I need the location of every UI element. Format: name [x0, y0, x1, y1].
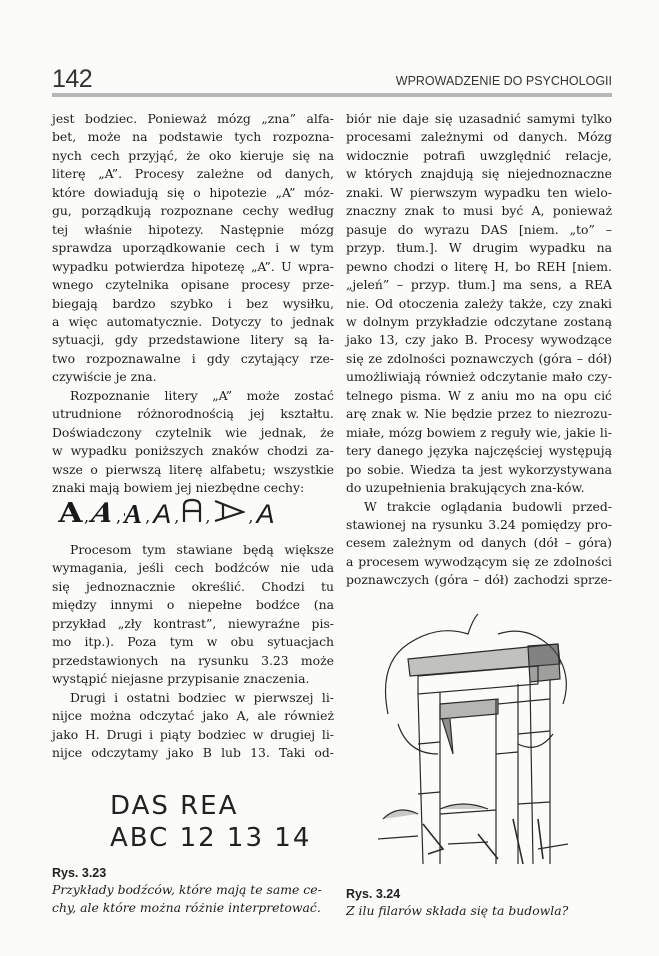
paragraph: [346, 498, 612, 590]
figure-label: Rys. 3.23: [52, 866, 107, 880]
figure-label: Rys. 3.24: [346, 887, 401, 901]
text-line: w których znajdują się niejednoznaczne: [346, 166, 612, 182]
text-line: widocznie potrafi uwzględnić relacje,: [346, 147, 612, 163]
right-column: [346, 110, 612, 590]
text-line: gu, porządkują rozpoznane cechy według: [52, 203, 334, 219]
text-line: wypadku potwierdza hipotezę „A”. U wpra-: [52, 258, 334, 274]
letter-a-sideways: [213, 497, 245, 531]
text-line: znaki mają bowiem jej niezbędne cechy:: [52, 480, 305, 496]
text-line: miałe, mózg bowiem z reguły wie, jakie li-: [346, 424, 612, 440]
text-line: a więc automatycznie. Dotyczy to jednak: [52, 313, 334, 329]
text-line: znaki. W pierwszym wypadku ten wielo-: [346, 184, 612, 200]
text-line: między innymi o niepełne bodźce (na: [52, 597, 334, 613]
paragraph: [52, 541, 334, 689]
letter-a-blackletter: A: [124, 499, 143, 529]
separator: ,: [145, 507, 151, 526]
text-line: „jeleń” – przyp. tłum.] ma sens, a REA: [346, 277, 612, 293]
text-line: W trakcie oglądania budowli przed-: [364, 498, 612, 514]
book-title: WPROWADZENIE DO PSYCHOLOGII: [395, 74, 612, 88]
letter-a-square: [182, 497, 202, 531]
paragraph: [346, 110, 612, 498]
text-line: Rozpoznanie litery „A” może zostać: [70, 387, 334, 403]
figure-caption-text: [346, 902, 612, 920]
text-line: nijce można odczytać jako A, ale również: [52, 708, 334, 724]
separator: ,: [174, 507, 180, 526]
text-line: sprawdza uporządkowanie cech i w tym: [52, 240, 334, 256]
building-pillars-illustration: [378, 604, 573, 874]
figure-3-23-caption: [52, 865, 334, 917]
running-head: [52, 66, 612, 92]
figure-3-23-stimuli: [110, 790, 310, 854]
left-column-continued: [52, 541, 334, 762]
text-line: nych cech przyjąć, że oko kieruje się na: [52, 147, 334, 163]
separator: ,: [205, 507, 211, 526]
paragraph: [52, 110, 334, 387]
text-line: stawionej na rysunku 3.24 pomiędzy pro-: [346, 516, 612, 532]
letter-a-variants: [60, 497, 330, 531]
text-line: się ze zdolności poznawczych (góra – dół): [346, 350, 612, 366]
text-line: wymagania, jeśli cech bodźców nie uda: [52, 560, 334, 576]
separator: ,: [248, 507, 254, 526]
letter-a-bold-serif: A: [58, 498, 83, 529]
text-line: jako H. Drugi i piąty bodziec w drugiej li-: [52, 726, 334, 742]
text-line: czywiście je zna.: [52, 369, 157, 385]
text-line: biegają bardzo szybko i bez wysiłku,: [52, 295, 334, 311]
stimulus-line-1: DAS REA: [110, 791, 239, 821]
text-line: przyp. tłum.]. W drugim wypadku na: [346, 240, 612, 256]
text-line: pasuje do wyrazu DAS [niem. „to” –: [346, 221, 612, 237]
text-line: two rozpoznawalne i gdy czytający rze-: [52, 350, 334, 366]
text-line: które dowiadują się o hipotezie „A” móz-: [52, 184, 334, 200]
text-line: znaczny znak to musi być A, ponieważ: [346, 203, 612, 219]
text-line: wnego czytelnika opisane procesy prze-: [52, 277, 334, 293]
text-line: procesami zależnymi od danych. Mózg: [346, 129, 612, 145]
stimulus-line-2: ABC 12 13 14: [110, 823, 312, 853]
text-line: poznawczych (góra – dół) zachodzi sprze-: [346, 572, 612, 588]
text-line: nijce odczytamy jako B lub 13. Taki od-: [52, 744, 334, 760]
header-rule: [52, 93, 612, 97]
figure-3-24-caption: [346, 886, 612, 920]
text-line: przedstawionych na rysunku 3.23 może: [52, 652, 334, 668]
text-line: cesem zależnym od danych (dół – góra): [346, 535, 612, 551]
text-line: sytuacji, gdy przedstawione litery są ła-: [52, 332, 334, 348]
text-line: bet, może na podstawie tych rozpozna-: [52, 129, 334, 145]
text-line: po sobie. Wiedza ta jest wykorzystywana: [346, 461, 612, 477]
text-line: mo itp.). Poza tym w obu sytuacjach: [52, 634, 334, 650]
paragraph: [52, 387, 334, 498]
letter-a-sans-italic: A: [153, 499, 172, 529]
page-number: 142: [52, 65, 93, 93]
caption-line: chy, ale które można różnie interpretować.: [52, 900, 321, 915]
text-line: jest bodziec. Ponieważ mózg „zna” alfa-: [52, 111, 334, 126]
separator: ,: [116, 507, 122, 526]
caption-line: Z ilu filarów składa się ta budowla?: [346, 903, 569, 918]
text-line: utrudnione różnorodnością jej kształtu.: [52, 406, 334, 422]
text-line: arę znak w. Nie będzie przez to niezrozu-: [346, 406, 612, 422]
text-line: w dolnym przykładzie odczytane zostaną: [346, 313, 612, 329]
text-line: nie. Od otoczenia zależy także, czy znaki: [346, 295, 612, 311]
text-line: przykład „zły kontrast”, niewyraźne pis-: [52, 615, 334, 631]
text-line: umożliwiają również odczytanie mało czy-: [346, 369, 612, 385]
left-column: [52, 110, 334, 498]
text-line: Doświadczony czytelnik wie jednak, że: [52, 424, 334, 440]
letter-a-thin: A: [256, 499, 275, 529]
text-line: a procesem wywodzącym się ze zdolności: [346, 553, 612, 569]
text-line: pewno chodzi o literę H, bo REH [niem.: [346, 258, 612, 274]
text-line: Drugi i ostatni bodziec w pierwszej li-: [70, 689, 334, 705]
text-line: wsze o pierwszą literę alfabetu; wszystkie: [52, 461, 334, 477]
text-line: biór nie daje się uzasadnić samymi tylko: [346, 111, 612, 126]
separator: ,: [83, 507, 90, 526]
text-line: w wypadku poniższych znaków chodzi za-: [52, 443, 334, 459]
caption-line: Przykłady bodźców, które mają te same ce-: [52, 882, 322, 897]
text-line: tej właśnie hipotezy. Następnie mózg: [52, 221, 334, 237]
text-line: Procesom tym stawiane będą większe: [70, 542, 334, 557]
text-line: jako 13, czy jako B. Procesy wywodzące: [346, 332, 612, 348]
text-line: tery danego języka najczęściej występują: [346, 443, 612, 459]
text-line: literę „A”. Procesy zależne od danych,: [52, 166, 334, 182]
paragraph: [52, 689, 334, 763]
letter-a-script: A: [89, 498, 116, 529]
text-line: do uzupełnienia brakujących zna-ków.: [346, 480, 585, 496]
figure-caption-text: [52, 881, 334, 917]
text-line: telnego pisma. W z aniu mo na opu cić: [346, 387, 612, 403]
text-line: się jednoznacznie określić. Chodzi tu: [52, 578, 334, 594]
text-line: wystąpić niejasne przypisanie znaczenia.: [52, 671, 310, 687]
